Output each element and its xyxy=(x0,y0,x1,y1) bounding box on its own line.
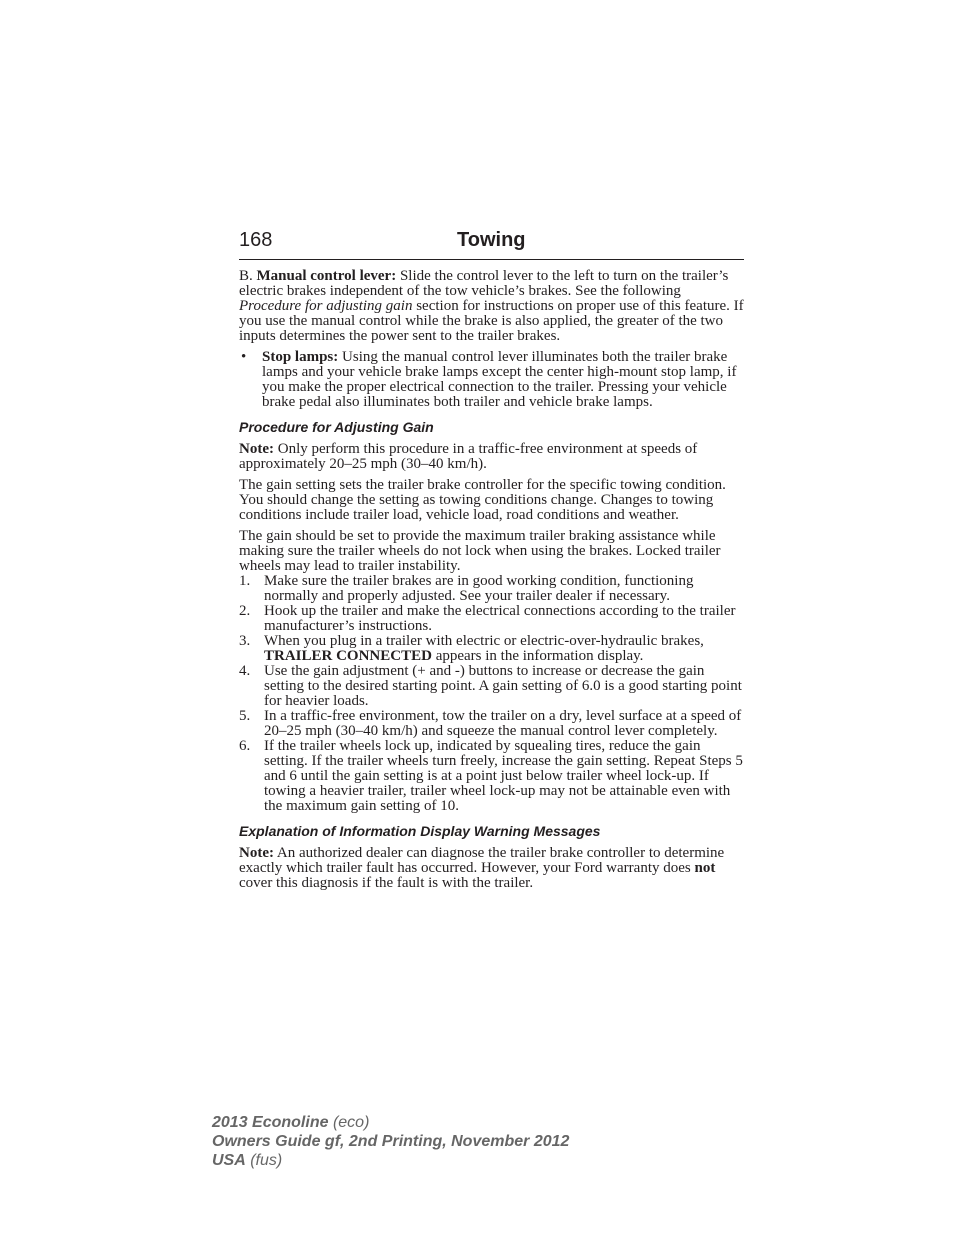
step-number: 5. xyxy=(239,708,251,724)
step-text: Hook up the trailer and make the electrical connections according to the trailer manufacturer’s instructions. xyxy=(264,603,736,634)
page-number: 168 xyxy=(239,229,273,251)
gain-paragraph-1: The gain setting sets the trailer brake controller for the specific towing condition. You should change the setting as towing conditions change. Changes to towing conditions include trailer load, vehicle load, road conditions and weather. xyxy=(239,477,726,523)
footer-model-code: (eco) xyxy=(328,1114,370,1131)
trailer-connected-message: TRAILER CONNECTED xyxy=(264,648,432,664)
bullet-icon: • xyxy=(241,349,247,365)
step-number: 2. xyxy=(239,603,251,619)
step-text: If the trailer wheels lock up, indicated by squealing tires, reduce the gain setting. If the trailer wheels turn freely, increase the gain setting. Repeat Steps 5 and 6 until the gain setting is at a point just below trailer wheel lock-up. If towing a heavier trailer, trailer wheel lock-up may not be attainable even with the maximum gain setting of 10. xyxy=(264,738,743,814)
procedure-note xyxy=(239,442,745,472)
list-item xyxy=(239,574,745,604)
footer-model: 2013 Econoline xyxy=(212,1114,329,1131)
gain-paragraph-2: The gain should be set to provide the maximum trailer braking assistance while making sure the trailer wheels do not lock when using the brakes. Locked trailer wheels may lead to trailer instability. xyxy=(239,528,721,574)
list-item xyxy=(239,664,745,709)
footer-guide: Owners Guide gf, 2nd Printing, November 2012 xyxy=(212,1133,570,1150)
section-title: Towing xyxy=(457,229,526,251)
page-content xyxy=(239,269,745,897)
procedure-heading: Procedure for Adjusting Gain xyxy=(239,419,434,435)
manual-lever-text-2: section for instructions on proper use of this feature. If you use the manual control while the brake is also applied, the greater of the two inputs determines the power sent to the trailer brakes. xyxy=(239,298,744,344)
note-label: Note: xyxy=(239,845,274,861)
stop-lamps-text: Using the manual control lever illuminates both the trailer brake lamps and your vehicle brake lamps except the center high-mount stop lamp, if you make the proper electrical connection to the trailer. Pressing your vehicle brake pedal also illuminates both trailer and vehicle brake lamps. xyxy=(262,349,737,410)
step-number: 4. xyxy=(239,663,251,679)
step-number: 1. xyxy=(239,573,251,589)
list-item xyxy=(239,634,745,664)
procedure-reference: Procedure for adjusting gain xyxy=(239,298,413,314)
page-footer xyxy=(212,1113,569,1170)
footer-market: USA xyxy=(212,1152,246,1169)
note-text: Only perform this procedure in a traffic-free environment at speeds of approximately 20–25 mph (30–40 km/h). xyxy=(239,441,698,472)
note-text-1: An authorized dealer can diagnose the trailer brake controller to determine exactly which trailer fault has occurred. However, your Ford warranty does xyxy=(239,845,725,876)
step-number: 6. xyxy=(239,738,251,754)
manual-lever-paragraph xyxy=(239,269,745,344)
step-text: Make sure the trailer brakes are in good working condition, functioning normally and properly adjusted. See your trailer dealer if necessary. xyxy=(264,573,694,604)
procedure-steps xyxy=(239,574,745,814)
step-text: Use the gain adjustment (+ and -) buttons to increase or decrease the gain setting to the desired starting point. A gain setting of 6.0 is a good starting point for heavier loads. xyxy=(264,663,742,709)
step-text: In a traffic-free environment, tow the trailer on a dry, level surface at a speed of 20–25 mph (30–40 km/h) and squeeze the manual control lever completely. xyxy=(264,708,742,739)
footer-model-line xyxy=(212,1113,569,1132)
step-text: appears in the information display. xyxy=(431,648,644,664)
page-header xyxy=(239,229,744,260)
note-label: Note: xyxy=(239,441,274,457)
note-text-2: cover this diagnosis if the fault is with the trailer. xyxy=(239,875,534,891)
manual-lever-label: Manual control lever: xyxy=(256,268,397,284)
list-item xyxy=(239,709,745,739)
warnings-heading: Explanation of Information Display Warning Messages xyxy=(239,823,601,839)
list-item xyxy=(239,604,745,634)
manual-lever-text-1: Slide the control lever to the left to turn on the trailer’s electric brakes independent of the tow vehicle’s brakes. See the following xyxy=(239,268,729,299)
step-number: 3. xyxy=(239,633,251,649)
footer-market-code: (fus) xyxy=(245,1152,283,1169)
list-letter: B. xyxy=(239,268,257,284)
note-emphasis: not xyxy=(694,860,716,876)
stop-lamps-bullet xyxy=(239,350,745,410)
step-text: When you plug in a trailer with electric or electric-over-hydraulic brakes, xyxy=(264,633,704,649)
stop-lamps-label: Stop lamps: xyxy=(262,349,339,365)
warnings-note xyxy=(239,846,745,891)
list-item xyxy=(239,739,745,814)
footer-market-line xyxy=(212,1151,569,1170)
